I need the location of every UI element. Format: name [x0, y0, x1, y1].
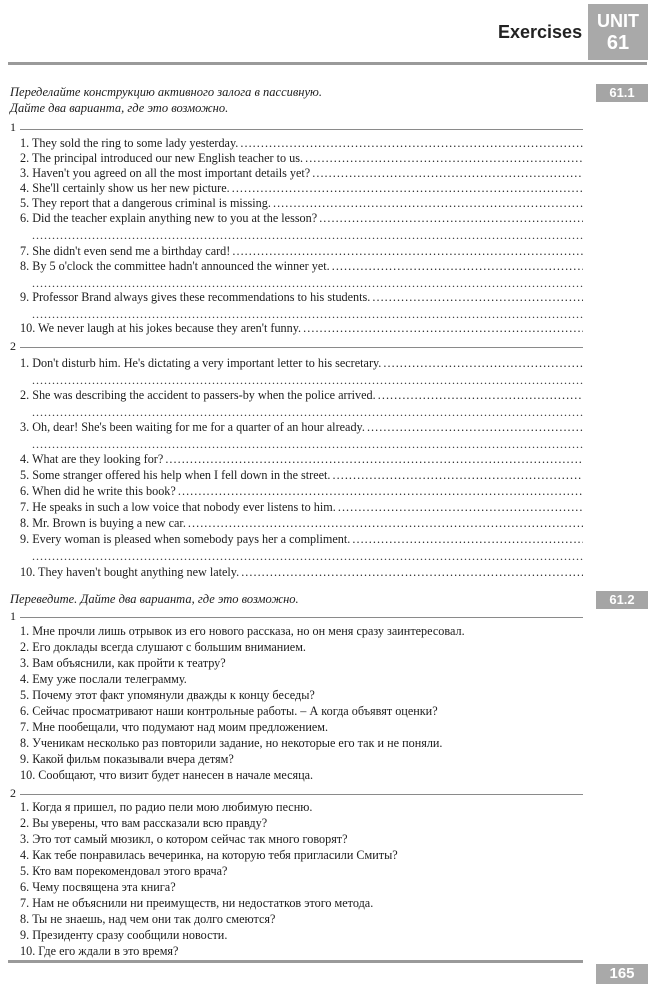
ex2-p2-item-6: 6. Чему посвящена эта книга? — [20, 880, 176, 894]
ex2-p1-item-3: 3. Вам объяснили, как пройти к театру? — [20, 656, 226, 670]
ex1-p2-item-8: 8. Mr. Brown is buying a new car. . . . — [20, 516, 583, 531]
ex2-p2-item-10: 10. Где его ждали в это время? — [20, 944, 179, 958]
answer-dots: . . . . . . . . . . . . . . . . . . . . . . . . . . . . . . . . . . . . . . . . . . . . . . . . . . . . . . . . . . . . . . . . . . . . . . . . . . . . . . . . . . . . . . . . . . . . . . . . . . . . . . . . . . . . . . . . . . . . . . . . . . . . . . . . . . . . . . . . . . — [32, 374, 582, 386]
ex2-instruction: Переведите. Дайте два варианта, где это возможно. — [10, 592, 299, 606]
ex1-p1-item-3: 3. Haven't you agreed on all the most important details yet? . . . — [20, 166, 583, 181]
ex1-p1-item-6: 6. Did the teacher explain anything new to you at the lesson? . . . — [20, 211, 583, 226]
ex1-p1-item-2: 2. The principal introduced our new English teacher to us. . . . — [20, 151, 583, 166]
ex2-p1-item-6: 6. Сейчас просматривают наши контрольные работы. – А когда объявят оценки? — [20, 704, 438, 718]
ex1-p2-item-3: 3. Oh, dear! She's been waiting for me for a quarter of an hour already. . . . — [20, 420, 583, 435]
ex2-p1-item-9: 9. Какой фильм показывали вчера детям? — [20, 752, 234, 766]
exercise-badge-61-1: 61.1 — [596, 84, 648, 102]
ex1-part2-divider — [20, 347, 583, 348]
answer-dots: . . . . . . . . . . . . . . . . . . . . . . . . . . . . . . . . . . . . . . . . . . . . . . . . . . . . . . . . . . . . . . . . . . . . . . . . . . . . . . . . . . . . . . . . . . . . . . . . . . . . . . . . . . . . . . . . . . . . . . . . . . . . . . . . . . . . . . . . . . — [32, 438, 582, 450]
page-title: Exercises — [498, 22, 583, 42]
ex2-part1-label: 1 — [10, 609, 16, 623]
exercise-badge-61-2: 61.2 — [596, 591, 648, 609]
answer-dots: . . . . . . . . . . . . . . . . . . . . . . . . . . . . . . . . . . . . . . . . . . . . . . . . . . . . . . . . . . . . . . . . . . . . . . . . . . . . . . . . . . . . . . . . . . . . . . . . . . . . . . . . . . . . . . . . . . . . . . . . . . . . . . . . . . . . . . . . . . — [32, 229, 582, 241]
header-divider — [8, 62, 647, 65]
ex2-p2-item-2: 2. Вы уверены, что вам рассказали всю правду? — [20, 816, 268, 830]
ex1-instruction-2: Дайте два варианта, где это возможно. — [10, 101, 229, 115]
ex1-p2-item-1: 1. Don't disturb him. He's dictating a very important letter to his secretary. . . . — [20, 356, 583, 371]
ex2-p2-item-4: 4. Как тебе понравилась вечеринка, на которую тебя пригласили Смиты? — [20, 848, 398, 862]
ex1-p2-item-10: 10. They haven't bought anything new lately. . . . — [20, 565, 583, 580]
ex2-part2-divider — [20, 794, 583, 795]
ex2-p1-item-1: 1. Мне прочли лишь отрывок из его нового рассказа, но он меня сразу заинтересовал. — [20, 624, 465, 638]
ex2-p2-item-3: 3. Это тот самый мюзикл, о котором сейчас так много говорят? — [20, 832, 348, 846]
answer-dots: . . . . . . . . . . . . . . . . . . . . . . . . . . . . . . . . . . . . . . . . . . . . . . . . . . . . . . . . . . . . . . . . . . . . . . . . . . . . . . . . . . . . . . . . . . . . . . . . . . . . . . . . . . . . . . . . . . . . . . . . . . . . . . . . . . . . . . . . . . — [32, 406, 582, 418]
unit-number: 61 — [606, 32, 630, 54]
ex1-instruction-1: Переделайте конструкцию активного залога в пассивную. — [10, 85, 322, 99]
page-number: 165 — [596, 964, 648, 984]
ex1-p1-item-10: 10. We never laugh at his jokes because they aren't funny. . . . — [20, 321, 583, 336]
ex1-p1-item-9: 9. Professor Brand always gives these recommendations to his students. . . . — [20, 290, 583, 305]
ex2-p1-item-2: 2. Его доклады всегда слушают с большим вниманием. — [20, 640, 306, 654]
ex1-p2-item-5: 5. Some stranger offered his help when I fell down in the street. . . . — [20, 468, 583, 483]
ex2-p2-item-8: 8. Ты не знаешь, над чем они так долго смеются? — [20, 912, 276, 926]
ex2-p2-item-1: 1. Когда я пришел, по радио пели мою любимую песню. — [20, 800, 313, 814]
ex1-p1-item-8: 8. By 5 o'clock the committee hadn't announced the winner yet. . . . — [20, 259, 583, 274]
ex2-p2-item-9: 9. Президенту сразу сообщили новости. — [20, 928, 228, 942]
ex1-p2-item-4: 4. What are they looking for? . . . — [20, 452, 583, 467]
ex2-part1-divider — [20, 617, 583, 618]
ex1-part1-label: 1 — [10, 120, 16, 134]
ex1-p1-item-1: 1. They sold the ring to some lady yesterday. . . . — [20, 136, 583, 151]
ex2-part2-label: 2 — [10, 786, 16, 800]
ex2-p1-item-8: 8. Ученикам несколько раз повторили задание, но некоторые его так и не поняли. — [20, 736, 443, 750]
ex1-p1-item-5: 5. They report that a dangerous criminal is missing. . . . — [20, 196, 583, 211]
ex1-p2-item-7: 7. He speaks in such a low voice that nobody ever listens to him. . . . — [20, 500, 583, 515]
answer-dots: . . . . . . . . . . . . . . . . . . . . . . . . . . . . . . . . . . . . . . . . . . . . . . . . . . . . . . . . . . . . . . . . . . . . . . . . . . . . . . . . . . . . . . . . . . . . . . . . . . . . . . . . . . . . . . . . . . . . . . . . . . . . . . . . . . . . . . . . . . — [32, 277, 582, 289]
answer-dots: . . . . . . . . . . . . . . . . . . . . . . . . . . . . . . . . . . . . . . . . . . . . . . . . . . . . . . . . . . . . . . . . . . . . . . . . . . . . . . . . . . . . . . . . . . . . . . . . . . . . . . . . . . . . . . . . . . . . . . . . . . . . . . . . . . . . . . . . . . — [32, 308, 582, 320]
footer-divider — [8, 960, 583, 963]
unit-badge — [588, 4, 648, 60]
ex1-p2-item-2: 2. She was describing the accident to passers-by when the police arrived. . . . — [20, 388, 583, 403]
unit-label: UNIT — [597, 11, 639, 31]
ex1-p1-item-7: 7. She didn't even send me a birthday card! . . . — [20, 244, 583, 259]
ex2-p1-item-10: 10. Сообщают, что визит будет нанесен в начале месяца. — [20, 768, 314, 782]
ex1-part2-label: 2 — [10, 339, 16, 353]
ex1-p2-item-9: 9. Every woman is pleased when somebody pays her a compliment. . . . — [20, 532, 583, 547]
ex2-p1-item-4: 4. Ему уже послали телеграмму. — [20, 672, 187, 686]
ex1-part1-divider — [20, 129, 583, 130]
answer-dots: . . . . . . . . . . . . . . . . . . . . . . . . . . . . . . . . . . . . . . . . . . . . . . . . . . . . . . . . . . . . . . . . . . . . . . . . . . . . . . . . . . . . . . . . . . . . . . . . . . . . . . . . . . . . . . . . . . . . . . . . . . . . . . . . . . . . . . . . . . — [32, 550, 582, 562]
ex2-p1-item-7: 7. Мне пообещали, что подумают над моим предложением. — [20, 720, 329, 734]
ex2-p2-item-5: 5. Кто вам порекомендовал этого врача? — [20, 864, 228, 878]
ex2-p2-item-7: 7. Нам не объяснили ни преимуществ, ни недостатков этого метода. — [20, 896, 374, 910]
ex1-p1-item-4: 4. She'll certainly show us her new picture. . . . — [20, 181, 583, 196]
ex2-p1-item-5: 5. Почему этот факт упомянули дважды к концу беседы? — [20, 688, 315, 702]
ex1-p2-item-6: 6. When did he write this book? . . . — [20, 484, 583, 499]
